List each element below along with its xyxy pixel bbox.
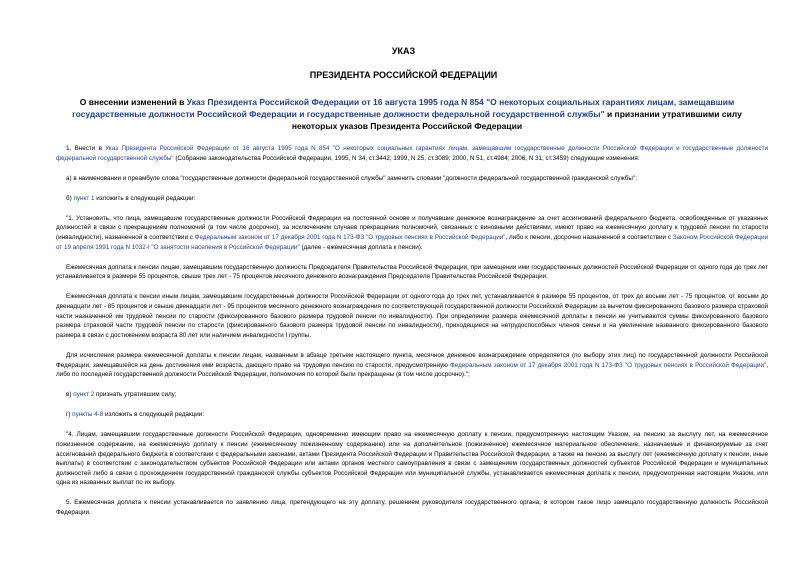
legal-reference-link[interactable]: Законом Российской Федерации от 19 апреля 1991 года N 1032-I "О занятости населения в Российской Федерации" <box>56 234 768 251</box>
paragraph-text: (Собрание законодательства Российской Федерации, 1995, N 34, ст.3442; 1999, N 25, ст.3089; 2000, N 51, ст.4984; 2006, N 31, ст.3459) следующие изменения: <box>173 154 640 162</box>
issuer-title: ПРЕЗИДЕНТА РОССИЙСКОЙ ФЕДЕРАЦИИ <box>309 70 498 80</box>
paragraph-text: 5. Ежемесячная доплата к пенсии устанавливается по заявлению лица, претендующего на эту доплату, решением руководителя государственного органа, в котором такое лицо замещало государственную должность Российской Федерации. <box>56 499 768 517</box>
paragraph <box>56 390 768 400</box>
paragraph <box>56 263 768 282</box>
paragraph-text: Ежемесячная доплата к пенсии иным лицам, замещавшим государственные должности Российской Федерации от одного года до трех лет, устанавливается в размере 55 процентов, от трех до восьми лет - 75 процентов, от восьми до двенадцати лет - 85 процентов и свыше двенадцати лет - 95 процентов месячного денежного вознаграждения по соответствующей государственной должности Российской Федерации за вычетом фиксированного базового размера страховой части назначенной им трудовой пенсии по старости (фиксированного базового размера трудовой пенсии по инвалидности). При определении размера ежемесячной доплаты к пенсии не учитываются суммы фиксированного базового размера страховой части трудовой пенсии по старости (фиксированного базового размера трудовой пенсии по инвалидности), приходящиеся на нетрудоспособных членов семьи и на увеличение названного фиксированного базового размера в связи с достижением возраста 80 лет или наличием инвалидности I группы. <box>56 293 768 339</box>
legal-reference-link[interactable]: Федеральным законом от 17 декабря 2001 года N 173-ФЗ "О трудовых пенсиях в Российской Федерации" <box>194 234 506 242</box>
doc-type-title: УКАЗ <box>391 46 416 56</box>
legal-reference-link[interactable]: пункты 4-8 <box>72 411 104 419</box>
legal-reference-link[interactable]: Федеральным законом от 17 декабря 2001 года N 173-ФЗ "О трудовых пенсиях в Российской Федерации" <box>449 361 767 369</box>
paragraph <box>56 214 768 252</box>
paragraph-text: "1. Установить, что лица, замещавшие государственные должности Российской Федерации на постоянной основе и получавшие денежное вознаграждение за счет ассигнований федерального бюджета, освобожденные от указанных должностей в связи с прекращением полномочий (в том числе досрочно), за исключением случаев прекращения полномочий, связанных с виновными действиями, имеют право на ежемесячную доплату к трудовой пенсии по старости (инвалидности), назначенной в соответствии с <box>56 214 768 242</box>
heading-pre: О внесении изменений в <box>79 97 187 107</box>
paragraph-text: изложить в следующей редакции: <box>103 411 205 419</box>
paragraph-text: признать утратившим силу; <box>94 391 177 399</box>
paragraph <box>56 194 768 204</box>
legal-reference-link[interactable]: Указ Президента Российской Федерации от 16 августа 1995 года N 854 "О некоторых социальных гарантиях лицам, замещавшим государственные должности Российской Федерации и государственные должности федеральной государственной службы" <box>56 145 768 162</box>
paragraph-text: б) <box>66 194 74 202</box>
legal-reference-link[interactable]: пункт 1 <box>73 194 95 202</box>
paragraph <box>56 430 768 488</box>
paragraph-text: (далее - ежемесячная доплата к пенсии). <box>299 243 423 251</box>
paragraph-text: в) <box>66 391 74 399</box>
paragraph <box>56 174 768 184</box>
document-heading <box>62 96 752 132</box>
paragraph-text: Ежемесячная доплата к пенсии лицам, замещавшим государственную должность Председателя Правительства Российской Федерации, при замещении ими государственных должностей Российской Федерации от одного года до трех лет устанавливается в размере 55 процентов, свыше трех лет - 75 процентов месячного денежного вознаграждения Председателя Правительства Российской Федерации. <box>56 263 768 281</box>
paragraph-text: Для исчисления размера ежемесячной доплаты к пенсии лицам, названным в абзаце третьем настоящего пункта, месячное денежное вознаграждение определяется (по выбору этих лиц) по государственной должности Российской Федерации, замещавшейся на день достижения ими возраста, дающего право на трудовую пенсию по старости, предусмотренную <box>56 351 768 369</box>
paragraph-text: изложить в следующей редакции: <box>94 194 196 202</box>
paragraph <box>56 292 768 340</box>
heading-decree-link[interactable]: Указ Президента Российской Федерации от 16 августа 1995 года N 854 "О некоторых социальных гарантиях лицам, замещавшим государственные должности Российской Федерации и государственные должности федеральной государственной службы" <box>72 97 735 119</box>
paragraph <box>56 410 768 420</box>
legal-reference-link[interactable]: пункт 2 <box>73 391 95 399</box>
paragraph-text: , либо к пенсии, досрочно назначенной в соответствии с <box>505 234 673 242</box>
paragraph-text: г) <box>66 411 73 419</box>
paragraph <box>56 144 768 163</box>
paragraph-text: , либо по последней государственной должности Российской Федерации, полномочия по которой были прекращены (в том числе досрочно)."; <box>56 361 768 379</box>
paragraph <box>56 351 768 380</box>
heading-post: и признании утратившими силу некоторых указов Президента Российской Федерации <box>291 109 742 131</box>
paragraph-text: "4. Лицам, замещавшим государственные должности Российской Федерации, одновременно имеющим право на ежемесячную доплату к пенсии, предусмотренную настоящим Указом, на пенсию за выслугу лет, на ежемесячное пожизненное содержание, на ежемесячную доплату к пенсии (ежемесячному пожизненному содержанию) или на дополнительное (пожизненное) ежемесячное материальное обеспечение, назначаемые и финансируемые за счет ассигнований федерального бюджета в соответствии с федеральными законами, актами Президента Российской Федерации и Правительства Российской Федерации, а также на пенсию за выслугу лет (ежемесячную доплату к пенсии, иные выплаты) в соответствии с законодательством субъектов Российской Федерации или актами органов местного самоуправления в связи с замещением государственных должностей субъектов Российской Федерации и муниципальных должностей либо в связи с прохождением государственной гражданской службы субъектов Российской Федерации или муниципальной службы, устанавливается ежемесячная доплата к пенсии, предусмотренная настоящим Указом, или одна из названных выплат по их выбору. <box>56 431 768 487</box>
paragraph-text: а) в наименовании и преамбуле слова "государственные должности федеральной государственной службы" заменить словами "должности федеральной государственной гражданской службы"; <box>66 174 637 182</box>
paragraph <box>56 498 768 517</box>
paragraph-text: 1. Внести в <box>66 145 106 152</box>
document-body <box>56 144 768 528</box>
